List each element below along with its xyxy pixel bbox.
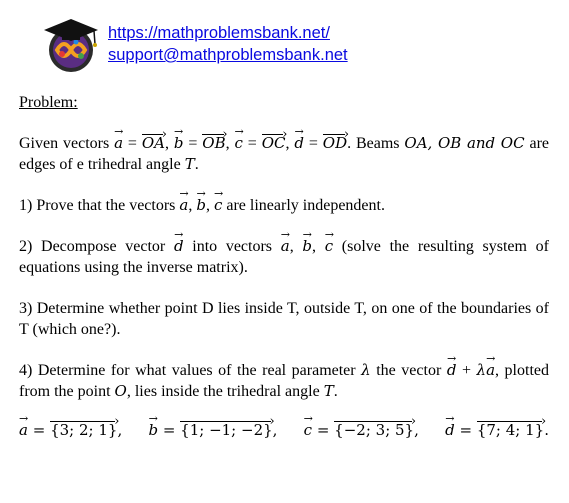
vector-b-value: {1; −1; −2} › (180, 420, 273, 441)
intro-text-2: . Beams (347, 135, 405, 152)
vec-b: → b (174, 133, 184, 154)
item-4-text-d: , lies inside the trihedral angle (126, 383, 324, 400)
vec-OB: OB › (202, 133, 225, 154)
vector-d-value: {7; 4; 1} › (477, 420, 544, 441)
vec-a: → a (179, 195, 188, 216)
item-1-text-a: 1) Prove that the vectors (19, 197, 180, 214)
vector-a-def: → a = {3; 2; 1} ›, (19, 420, 122, 441)
item-4-text-b: the vector (370, 362, 447, 379)
point-O: O (114, 382, 127, 400)
angle-T: T (184, 155, 195, 173)
item-3: 3) Determine whether point D lies inside T, outside T, on one of the boundaries of T (which one?). (19, 300, 549, 338)
site-url-link[interactable]: https://mathproblemsbank.net/ (108, 24, 330, 42)
vec-OC: OC › (262, 133, 286, 154)
vec-d: → d (445, 420, 455, 441)
item-4-text-c: , plotted from the point (19, 362, 549, 400)
vector-d-def: → d = {7; 4; 1} ›. (445, 420, 549, 441)
vec-OA: OA › (142, 133, 165, 154)
vec-b: → b (302, 236, 312, 257)
angle-T: T (323, 382, 334, 400)
item-1-text-b: are linearly independent. (222, 197, 385, 214)
item-4: 4) Determine for what values of the real parameter λ the vector → d + λ→ a, plotted from the point O, lies inside the trihedral angle T. (19, 360, 549, 402)
support-email-link[interactable]: support@mathproblemsbank.net (108, 46, 348, 64)
item-2-text-a: 2) Decompose vector (19, 238, 174, 255)
vector-b-def: → b = {1; −1; −2} ›, (148, 420, 277, 441)
item-1: 1) Prove that the vectors → a, → b, → c are linearly independent. (19, 195, 549, 216)
vec-OD: OD › (323, 133, 347, 154)
vector-values (19, 420, 549, 441)
problem-body (19, 92, 549, 441)
item-4-text-a: 4) Determine for what values of the real parameter (19, 362, 362, 379)
vec-a: → a (486, 360, 495, 381)
vec-a: → a (114, 133, 123, 154)
vec-c: → c (304, 420, 312, 441)
item-2-text-b: into vectors (183, 238, 281, 255)
lambda-symbol: λ (361, 361, 371, 379)
vector-c-def: → c = {−2; 3; 5} ›, (304, 420, 419, 441)
beams-names: OA, OB and OC (404, 134, 525, 152)
vector-c-value: {−2; 3; 5} › (334, 420, 414, 441)
intro-text-1: Given vectors (19, 135, 115, 152)
vector-a-value: {3; 2; 1} › (50, 420, 117, 441)
vec-a: → a (281, 236, 290, 257)
vec-b: → b (196, 195, 206, 216)
vec-c: → c (325, 236, 333, 257)
vec-b: → b (148, 420, 158, 441)
header (0, 0, 569, 90)
item-2-text-c: (solve the resulting system of equations using the inverse matrix). (19, 238, 550, 276)
item-2: 2) Decompose vector → d into vectors → a, → b, → c (solve the resulting system of equations using the inverse matrix). (19, 236, 549, 278)
vec-c: → c (214, 195, 222, 216)
vec-d: → d (174, 236, 184, 257)
vec-c: → c (234, 133, 242, 154)
lambda-symbol: λ (476, 361, 487, 379)
problem-intro: Given vectors → a = OA ›, → b = OB ›, → c = OC ›, → d = OD ›. Beams OA, OB and OC are edges of e trihedral angle T. (19, 133, 549, 175)
intro-text-3: are edges of e trihedral angle (19, 135, 550, 173)
mathproblemsbank-logo (40, 14, 102, 76)
vec-d: → d (447, 360, 457, 381)
problem-title: Problem: (19, 94, 78, 111)
vec-a: → a (19, 420, 28, 441)
vec-d: → d (294, 133, 304, 154)
